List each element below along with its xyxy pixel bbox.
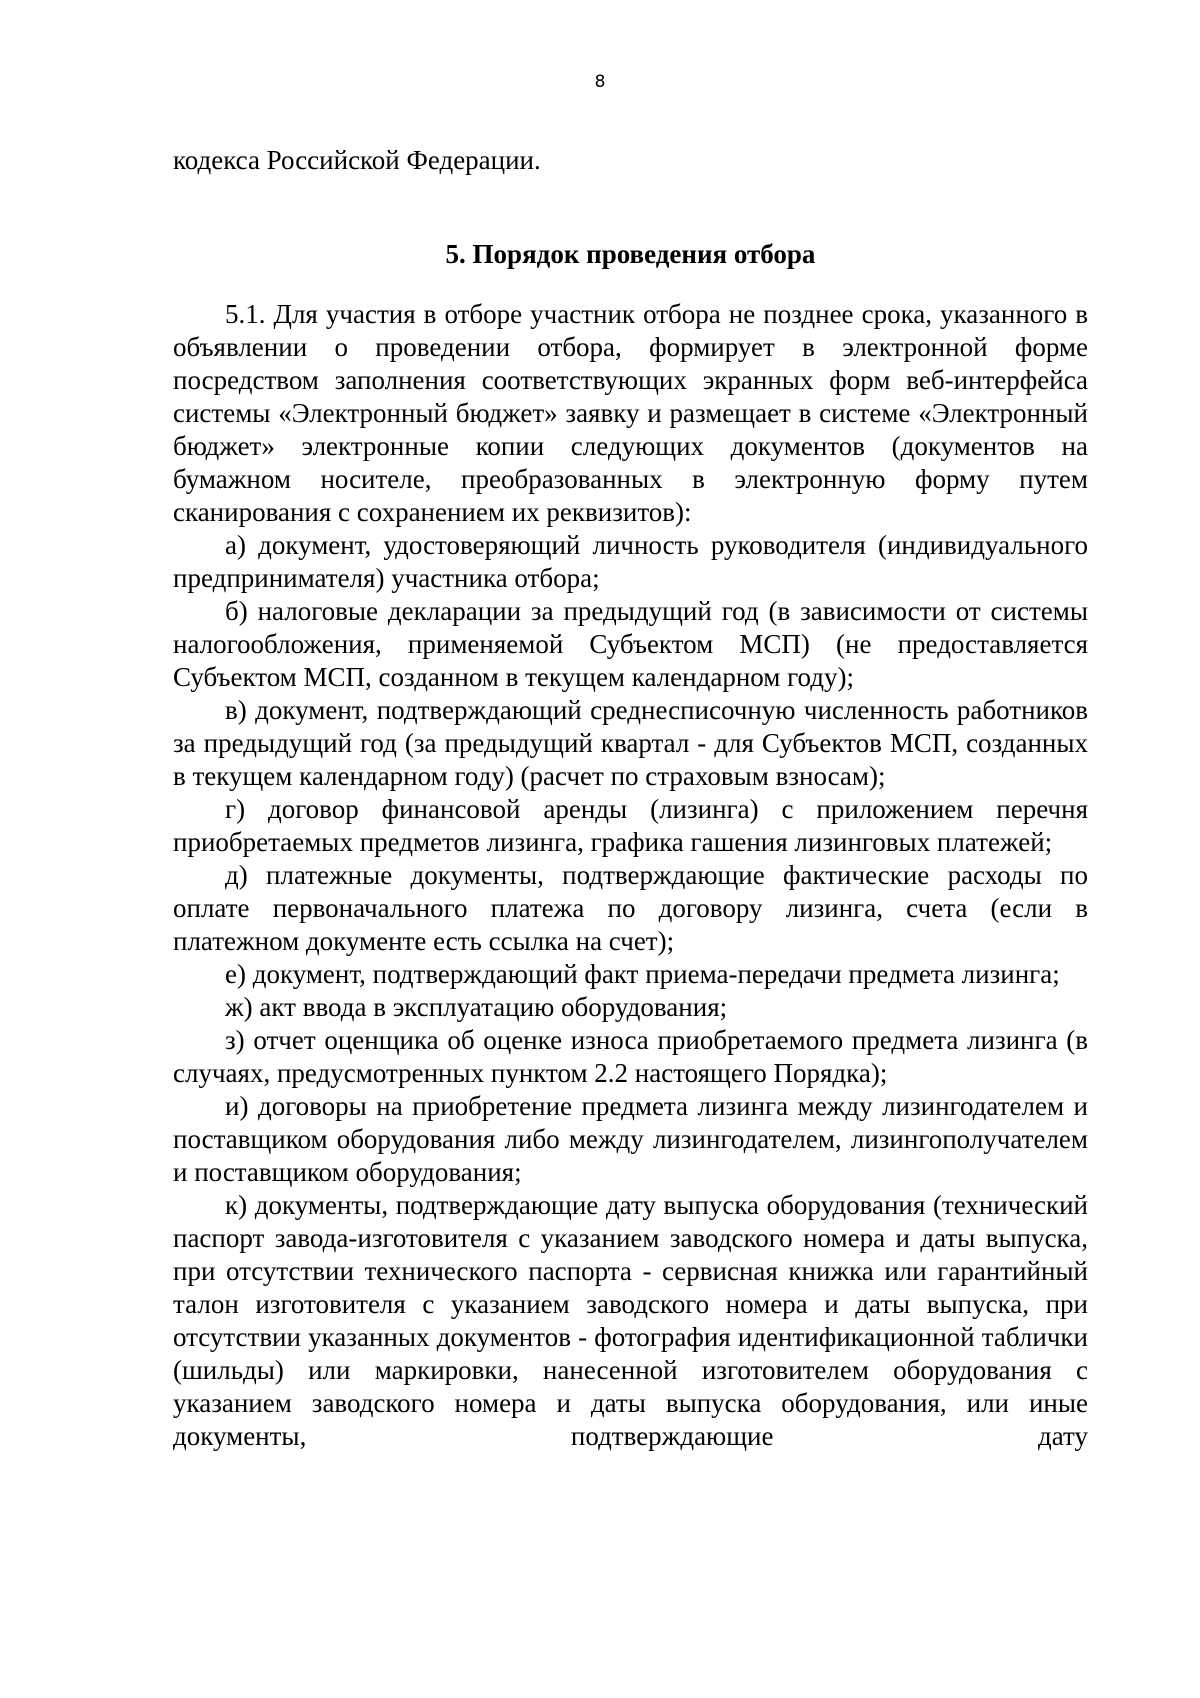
document-body <box>173 144 1088 1453</box>
list-item-e: е) документ, подтверждающий факт приема-передачи предмета лизинга; <box>225 959 1060 989</box>
section-heading: 5. Порядок проведения отбора <box>445 239 816 269</box>
list-item-z: з) отчет оценщика об оценке износа приобретаемого предмета лизинга (в случаях, предусмотренных пунктом 2.2 настоящего Порядка); <box>173 1025 1088 1088</box>
list-item-i: и) договоры на приобретение предмета лизинга между лизингодателем и поставщиком оборудования либо между лизингодателем, лизингополучателем и поставщиком оборудования; <box>173 1091 1088 1187</box>
page-number: 8 <box>594 72 606 92</box>
list-item-b: б) налоговые декларации за предыдущий год (в зависимости от системы налогообложения, применяемой Субъектом МСП) (не предоставляется Субъектом МСП, созданном в текущем календарном году); <box>173 596 1088 692</box>
list-item-v: в) документ, подтверждающий среднесписочную численность работников за предыдущий год (за предыдущий квартал - для Субъектов МСП, созданных в текущем календарном году) (расчет по страховым взносам); <box>173 695 1088 791</box>
list-item-g: г) договор финансовой аренды (лизинга) с приложением перечня приобретаемых предметов лизинга, графика гашения лизинговых платежей; <box>173 794 1088 857</box>
continuation-text: кодекса Российской Федерации. <box>173 145 541 175</box>
list-item-k: к) документы, подтверждающие дату выпуска оборудования (технический паспорт завода-изготовителя с указанием заводского номера и даты выпуска, при отсутствии технического паспорта - сервисная книжка или гарантийный талон изготовителя с указанием заводского номера и даты выпуска, при отсутствии указанных документов - фотография идентификационной таблички (шильды) или маркировки, нанесенной изготовителем оборудования с указанием заводского номера и даты выпуска оборудования, или иные документы, подтверждающие дату <box>173 1190 1088 1451</box>
list-item-d: д) платежные документы, подтверждающие фактические расходы по оплате первоначального платежа по договору лизинга, счета (если в платежном документе есть ссылка на счет); <box>173 860 1088 956</box>
list-item-a: а) документ, удостоверяющий личность руководителя (индивидуального предпринимателя) участника отбора; <box>173 530 1088 593</box>
paragraph-5-1: 5.1. Для участия в отборе участник отбора не позднее срока, указанного в объявлении о проведении отбора, формирует в электронной форме посредством заполнения соответствующих экранных форм веб-интерфейса системы «Электронный бюджет» заявку и размещает в системе «Электронный бюджет» электронные копии следующих документов (документов на бумажном носителе, преобразованных в электронную форму путем сканирования с сохранением их реквизитов): <box>173 299 1088 527</box>
list-item-zh: ж) акт ввода в эксплуатацию оборудования; <box>225 992 728 1022</box>
